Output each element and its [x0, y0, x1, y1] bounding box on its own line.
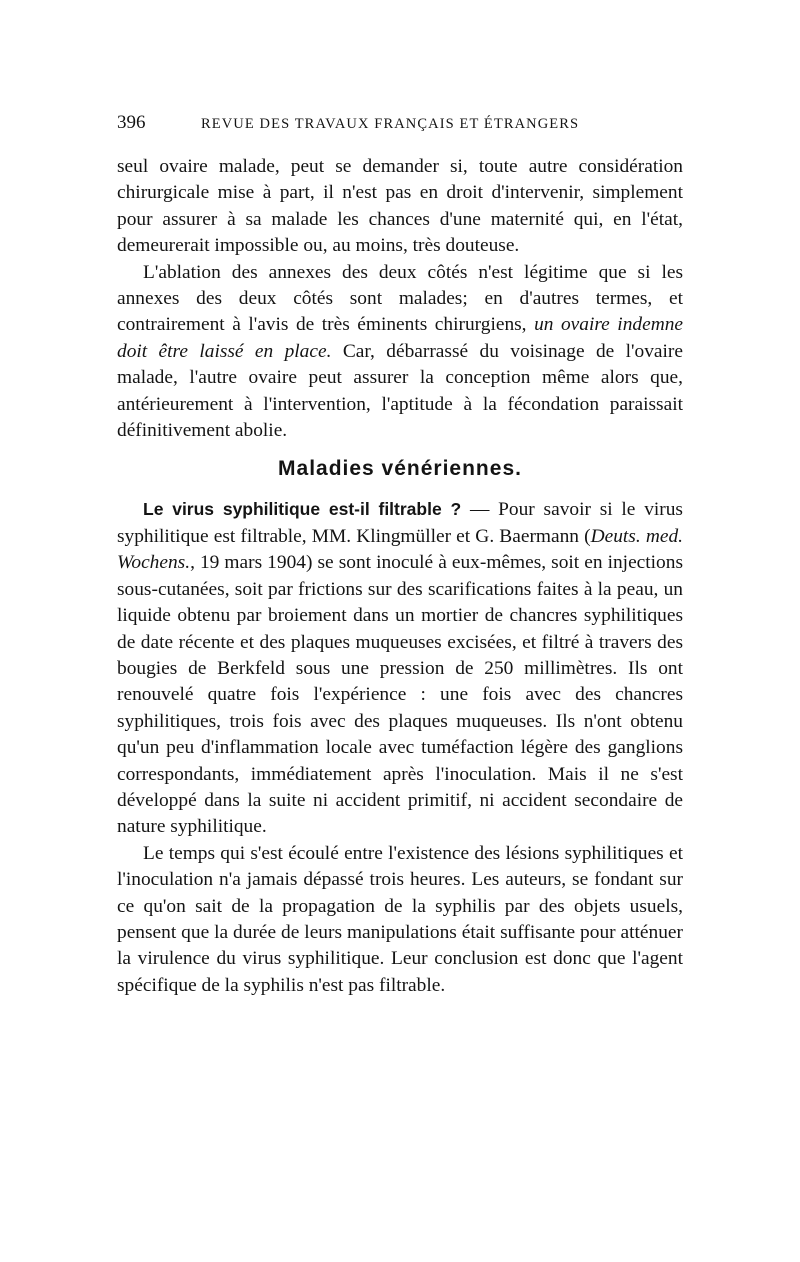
page: [117, 112, 683, 999]
running-header: [117, 112, 683, 136]
paragraph-4: Le temps qui s'est écoulé entre l'existence des lésions syphilitiques et l'inoculation n'a jamais dépassé trois heures. Les auteurs, se fondant sur ce qu'on sait de la propagation de la syphilis par des objets usuels, pensent que la durée de leurs manipulations était suffisante pour atténuer la virulence du virus syphilitique. Leur conclusion est donc que l'agent spécifique de la syphilis n'est pas filtrable.: [117, 842, 683, 996]
paragraph-3: [117, 496, 683, 840]
paragraph-2: [117, 260, 683, 445]
journal-citation: Deuts. med. Wochens.: [117, 525, 683, 574]
paragraph-1: seul ovaire malade, peut se demander si, toute autre considération chirurgicale mise à part, il n'est pas en droit d'intervenir, simplement pour assurer à sa malade les chances d'une maternité qui, en l'état, demeurerait impossible ou, au moins, très douteuse.: [117, 156, 683, 257]
paragraph-3-text-a: — Pour savoir si le virus syphilitique est filtrable, MM. Klingmüller et G. Baermann (: [117, 499, 683, 547]
paragraph-2-italic: un ovaire indemne doit être laissé en place.: [117, 314, 683, 362]
body-text: [117, 154, 683, 999]
paragraph-3-text-b: , 19 mars 1904) se sont inoculé à eux-mêmes, soit en injections sous-cutanées, soit par frictions sur des scarifications faites à la peau, un liquide obtenu par broiement dans un mortier de chancres syphilitiques de date récente et des plaques muqueuses excisées, et filtré à travers des bougies de Berkfeld sous une pression de 250 millimètres. Ils ont renouvelé quatre fois l'expérience : une fois avec des chancres syphilitiques, trois fois avec des plaques muqueuses. Ils n'ont obtenu qu'un peu d'inflammation locale avec tuméfaction légère des ganglions correspondants, immédiatement après l'inoculation. Mais il ne s'est développé dans la suite ni accident primitif, ni accident secondaire de nature syphilitique.: [117, 552, 683, 838]
journal-title: REVUE DES TRAVAUX FRANÇAIS ET ÉTRANGERS: [201, 116, 580, 132]
paragraph-2-text-a: L'ablation des annexes des deux côtés n'est légitime que si les annexes des deux côtés sont malades; en d'autres termes, et contrairement à l'avis de très éminents chirurgiens,: [117, 261, 683, 336]
page-number: 396: [117, 112, 146, 133]
article-heading: Le virus syphilitique est-il filtrable ?: [143, 499, 462, 520]
section-title: Maladies vénériennes.: [278, 457, 522, 481]
paragraph-2-text-b: Car, débarrassé du voisinage de l'ovaire malade, l'autre ovaire peut assurer la conception même alors que, antérieurement à l'intervention, l'aptitude à la fécondation paraissait définitivement abolie.: [117, 340, 683, 442]
